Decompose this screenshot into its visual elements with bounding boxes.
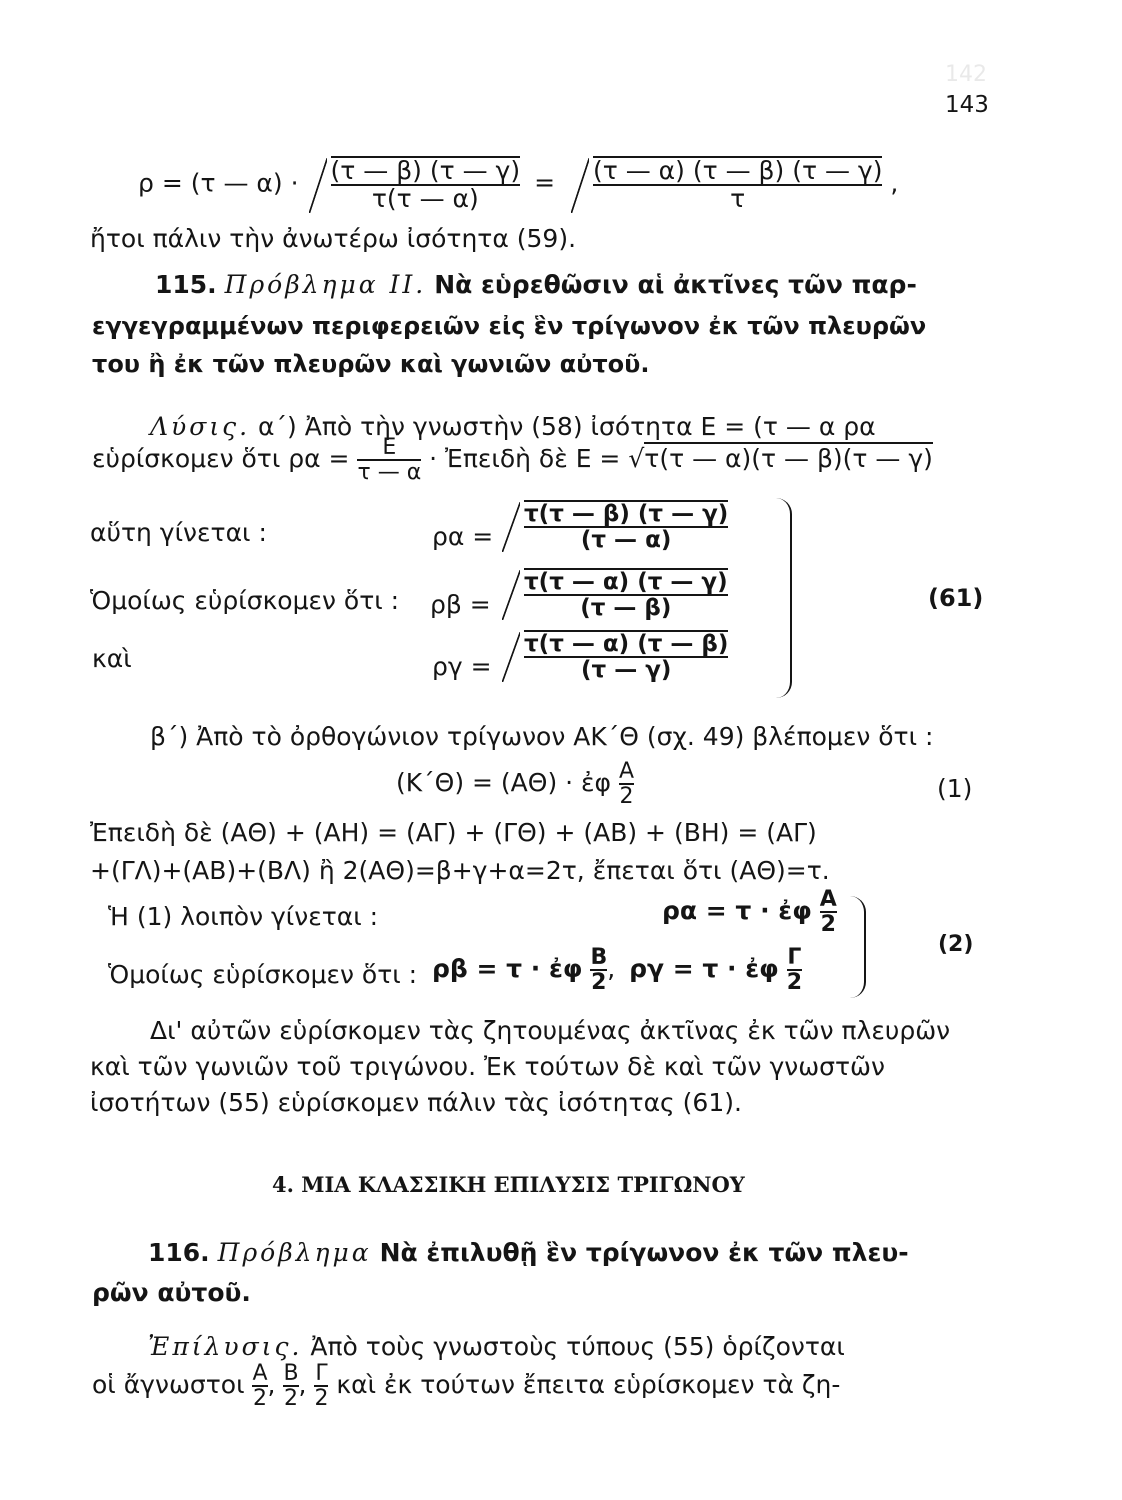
problem-115-text1: Νὰ εὑρεθῶσιν αἱ ἀκτῖνες τῶν παρ- (434, 270, 917, 299)
part-b-line2: Ἐπειδὴ δὲ (ΑΘ) + (ΑΗ) = (ΑΓ) + (ΓΘ) + (ΑΒ) + (ΒΗ) = (ΑΓ) (90, 818, 817, 847)
problem-115-line2: εγγεγραμμένων περιφερειῶν εἰς ἓν τρίγωνον ἐκ τῶν πλευρῶν (92, 312, 927, 340)
system2-row2-comma: , (607, 954, 616, 984)
frac-s2-A-num: Α (819, 887, 837, 912)
problem-115-label: Πρόβλημα ΙΙ. (224, 270, 427, 299)
frac-1-den: τ(τ — α) (331, 184, 521, 212)
frac-e2-num: Β (283, 1361, 299, 1386)
system61-row2-rho: ρβ = (430, 590, 491, 619)
part-b-eq1-tag: (1) (937, 774, 973, 803)
frac-s2-B (590, 946, 607, 994)
system2-row2 (432, 946, 802, 994)
problem-115-line3: του ἢ ἐκ τῶν πλευρῶν καὶ γωνιῶν αὐτοῦ. (92, 350, 650, 378)
line-htoi: ἤτοι πάλιν τὴν ἀνωτέρω ἰσότητα (59). (90, 224, 577, 253)
system61-row1-rho: ρα = (432, 522, 494, 551)
eq-rho-lhs: ρ = (τ — α) · (138, 168, 299, 198)
frac-61-2-num: τ(τ — α) (τ — γ) (524, 569, 728, 595)
lysis-line2 (92, 436, 933, 484)
frac-s2-G-num: Γ (787, 945, 802, 970)
frac-1-num: (τ — β) (τ — γ) (330, 156, 521, 185)
system2-row1-rho: ρα = τ · ἐφ (662, 896, 812, 926)
lysis-label: Λύσις. (150, 412, 251, 441)
problem-116-line2: ρῶν αὐτοῦ. (92, 1278, 251, 1307)
system61-tag: (61) (928, 584, 984, 612)
epilysis-text2b: καὶ ἐκ τούτων ἔπειτα εὑρίσκομεν τὰ ζη- (336, 1370, 841, 1400)
problem-116-number: 116. (148, 1238, 210, 1267)
frac-e1-num: Α (252, 1361, 268, 1386)
sqrt-61-2 (500, 568, 728, 620)
epilysis-label: Ἐπίλυσις. (148, 1332, 303, 1361)
frac-E (357, 436, 421, 484)
ghost-page-number: 142 (945, 62, 987, 87)
sqrt-2 (569, 156, 882, 213)
system2-row1-text: Ἡ (1) λοιπὸν γίνεται : (108, 902, 379, 931)
system2-row1 (662, 888, 837, 936)
system61-row3-rho: ργ = (432, 652, 492, 681)
frac-s2-A-den: 2 (820, 912, 836, 938)
paragraph-line1: Δι' αὐτῶν εὑρίσκομεν τὰς ζητουμένας ἀκτῖνας ἐκ τῶν πλευρῶν (150, 1016, 951, 1045)
paragraph-line3: ἰσοτήτων (55) εὑρίσκομεν πάλιν τὰς ἰσότητας (61). (90, 1088, 742, 1117)
problem-115-number: 115. (155, 270, 217, 299)
system2-row2-text: Ὁμοίως εὑρίσκομεν ὅτι : (108, 960, 418, 989)
frac-e1 (252, 1362, 267, 1410)
frac-2-num: (τ — α) (τ — β) (τ — γ) (592, 156, 883, 185)
frac-1 (331, 156, 521, 213)
sqrt-61-3 (500, 630, 728, 682)
lysis-radicand: τ(τ — α)(τ — β)(τ — γ) (644, 444, 933, 474)
frac-e2-den: 2 (284, 1386, 298, 1412)
frac-e3 (314, 1362, 328, 1410)
epilysis-text1: Ἀπὸ τοὺς γνωστοὺς τύπους (55) ὁρίζονται (310, 1332, 845, 1361)
frac-e2 (283, 1362, 298, 1410)
frac-E-den: τ — α (357, 460, 422, 486)
part-b-line1: β΄) Ἀπὸ τὸ ὀρθογώνιον τρίγωνον ΑΚ΄Θ (σχ. 49) βλέπομεν ὅτι : (150, 722, 934, 751)
frac-E-num: Ε (382, 435, 397, 460)
system2-brace (850, 896, 866, 998)
section-heading: 4. ΜΙΑ ΚΛΑΣΣΙΚΗ ΕΠΙΛΥΣΙΣ ΤΡΙΓΩΝΟΥ (272, 1172, 745, 1197)
epilysis-text2a: οἱ ἄγνωστοι (92, 1370, 245, 1400)
part-b-eq1-lhs: (Κ΄Θ) = (ΑΘ) · ἐφ (396, 768, 612, 798)
system61-row3-root (500, 630, 728, 682)
lysis-text1: α΄) Ἀπὸ τὴν γνωστὴν (58) ἰσότητα Ε = (τ — α ρα (258, 412, 876, 441)
sqrt-61-1 (500, 500, 728, 552)
system2-row2-rho-b: ρβ = τ · ἐφ (432, 954, 583, 984)
equation-rho (138, 156, 898, 213)
part-b-line3: +(ΓΛ)+(ΑΒ)+(ΒΛ) ἢ 2(ΑΘ)=β+γ+α=2τ, ἔπεται ὅτι (ΑΘ)=τ. (90, 856, 830, 885)
lysis-text2b: · Ἐπειδὴ δὲ Ε = √ (429, 444, 645, 474)
frac-61-3-num: τ(τ — α) (τ — β) (524, 631, 729, 657)
system61-brace (772, 498, 792, 698)
problem-115-line1 (155, 270, 917, 299)
system61-row2-text: Ὁμοίως εὑρίσκομεν ὅτι : (90, 586, 400, 615)
system61-row3-text: καὶ (92, 644, 132, 673)
problem-116-line1 (148, 1238, 909, 1267)
lysis-text2a: εὑρίσκομεν ὅτι ρα = (92, 444, 350, 474)
sqrt-1 (307, 156, 521, 213)
frac-A2 (619, 760, 634, 808)
frac-s2-B-den: 2 (591, 970, 607, 996)
frac-e3-den: 2 (314, 1386, 329, 1412)
frac-s2-B-num: Β (590, 945, 608, 970)
system61-row2-root (500, 568, 728, 620)
problem-116-label: Πρόβλημα (217, 1238, 372, 1267)
frac-61-1 (524, 500, 728, 552)
epilysis-sep1: , (267, 1370, 276, 1400)
frac-e3-num: Γ (315, 1361, 328, 1386)
frac-e1-den: 2 (253, 1386, 268, 1412)
frac-2-den: τ (593, 184, 882, 212)
problem-116-text1: Νὰ ἐπιλυθῇ ἓν τρίγωνον ἐκ τῶν πλευ- (379, 1238, 909, 1267)
frac-s2-A (820, 888, 837, 936)
paragraph-line2: καὶ τῶν γωνιῶν τοῦ τριγώνου. Ἐκ τούτων δὲ καὶ τῶν γνωστῶν (90, 1052, 885, 1081)
epilysis-line2 (92, 1362, 840, 1410)
frac-s2-G-den: 2 (786, 970, 802, 996)
page-number: 143 (945, 92, 989, 118)
frac-61-1-den: (τ — α) (524, 526, 728, 552)
system61-row1-text: αὕτη γίνεται : (90, 518, 267, 547)
epilysis-line1 (148, 1332, 845, 1361)
system2-row2-rho-g: ργ = τ · ἐφ (629, 954, 779, 984)
frac-61-3 (524, 630, 728, 682)
frac-61-2-den: (τ — β) (524, 594, 728, 620)
system61-row1-root (500, 500, 728, 552)
frac-61-2 (524, 568, 728, 620)
eq-rho-equals: = (534, 168, 556, 198)
system2-tag: (2) (938, 932, 974, 957)
frac-A2-den: 2 (619, 784, 634, 810)
eq-rho-tail: , (890, 168, 899, 198)
epilysis-sep2: , (298, 1370, 307, 1400)
frac-s2-G (787, 946, 802, 994)
part-b-eq1 (396, 760, 634, 808)
frac-61-1-num: τ(τ — β) (τ — γ) (524, 501, 729, 527)
frac-A2-num: Α (619, 759, 635, 784)
frac-2 (593, 156, 882, 213)
frac-61-3-den: (τ — γ) (524, 656, 728, 682)
